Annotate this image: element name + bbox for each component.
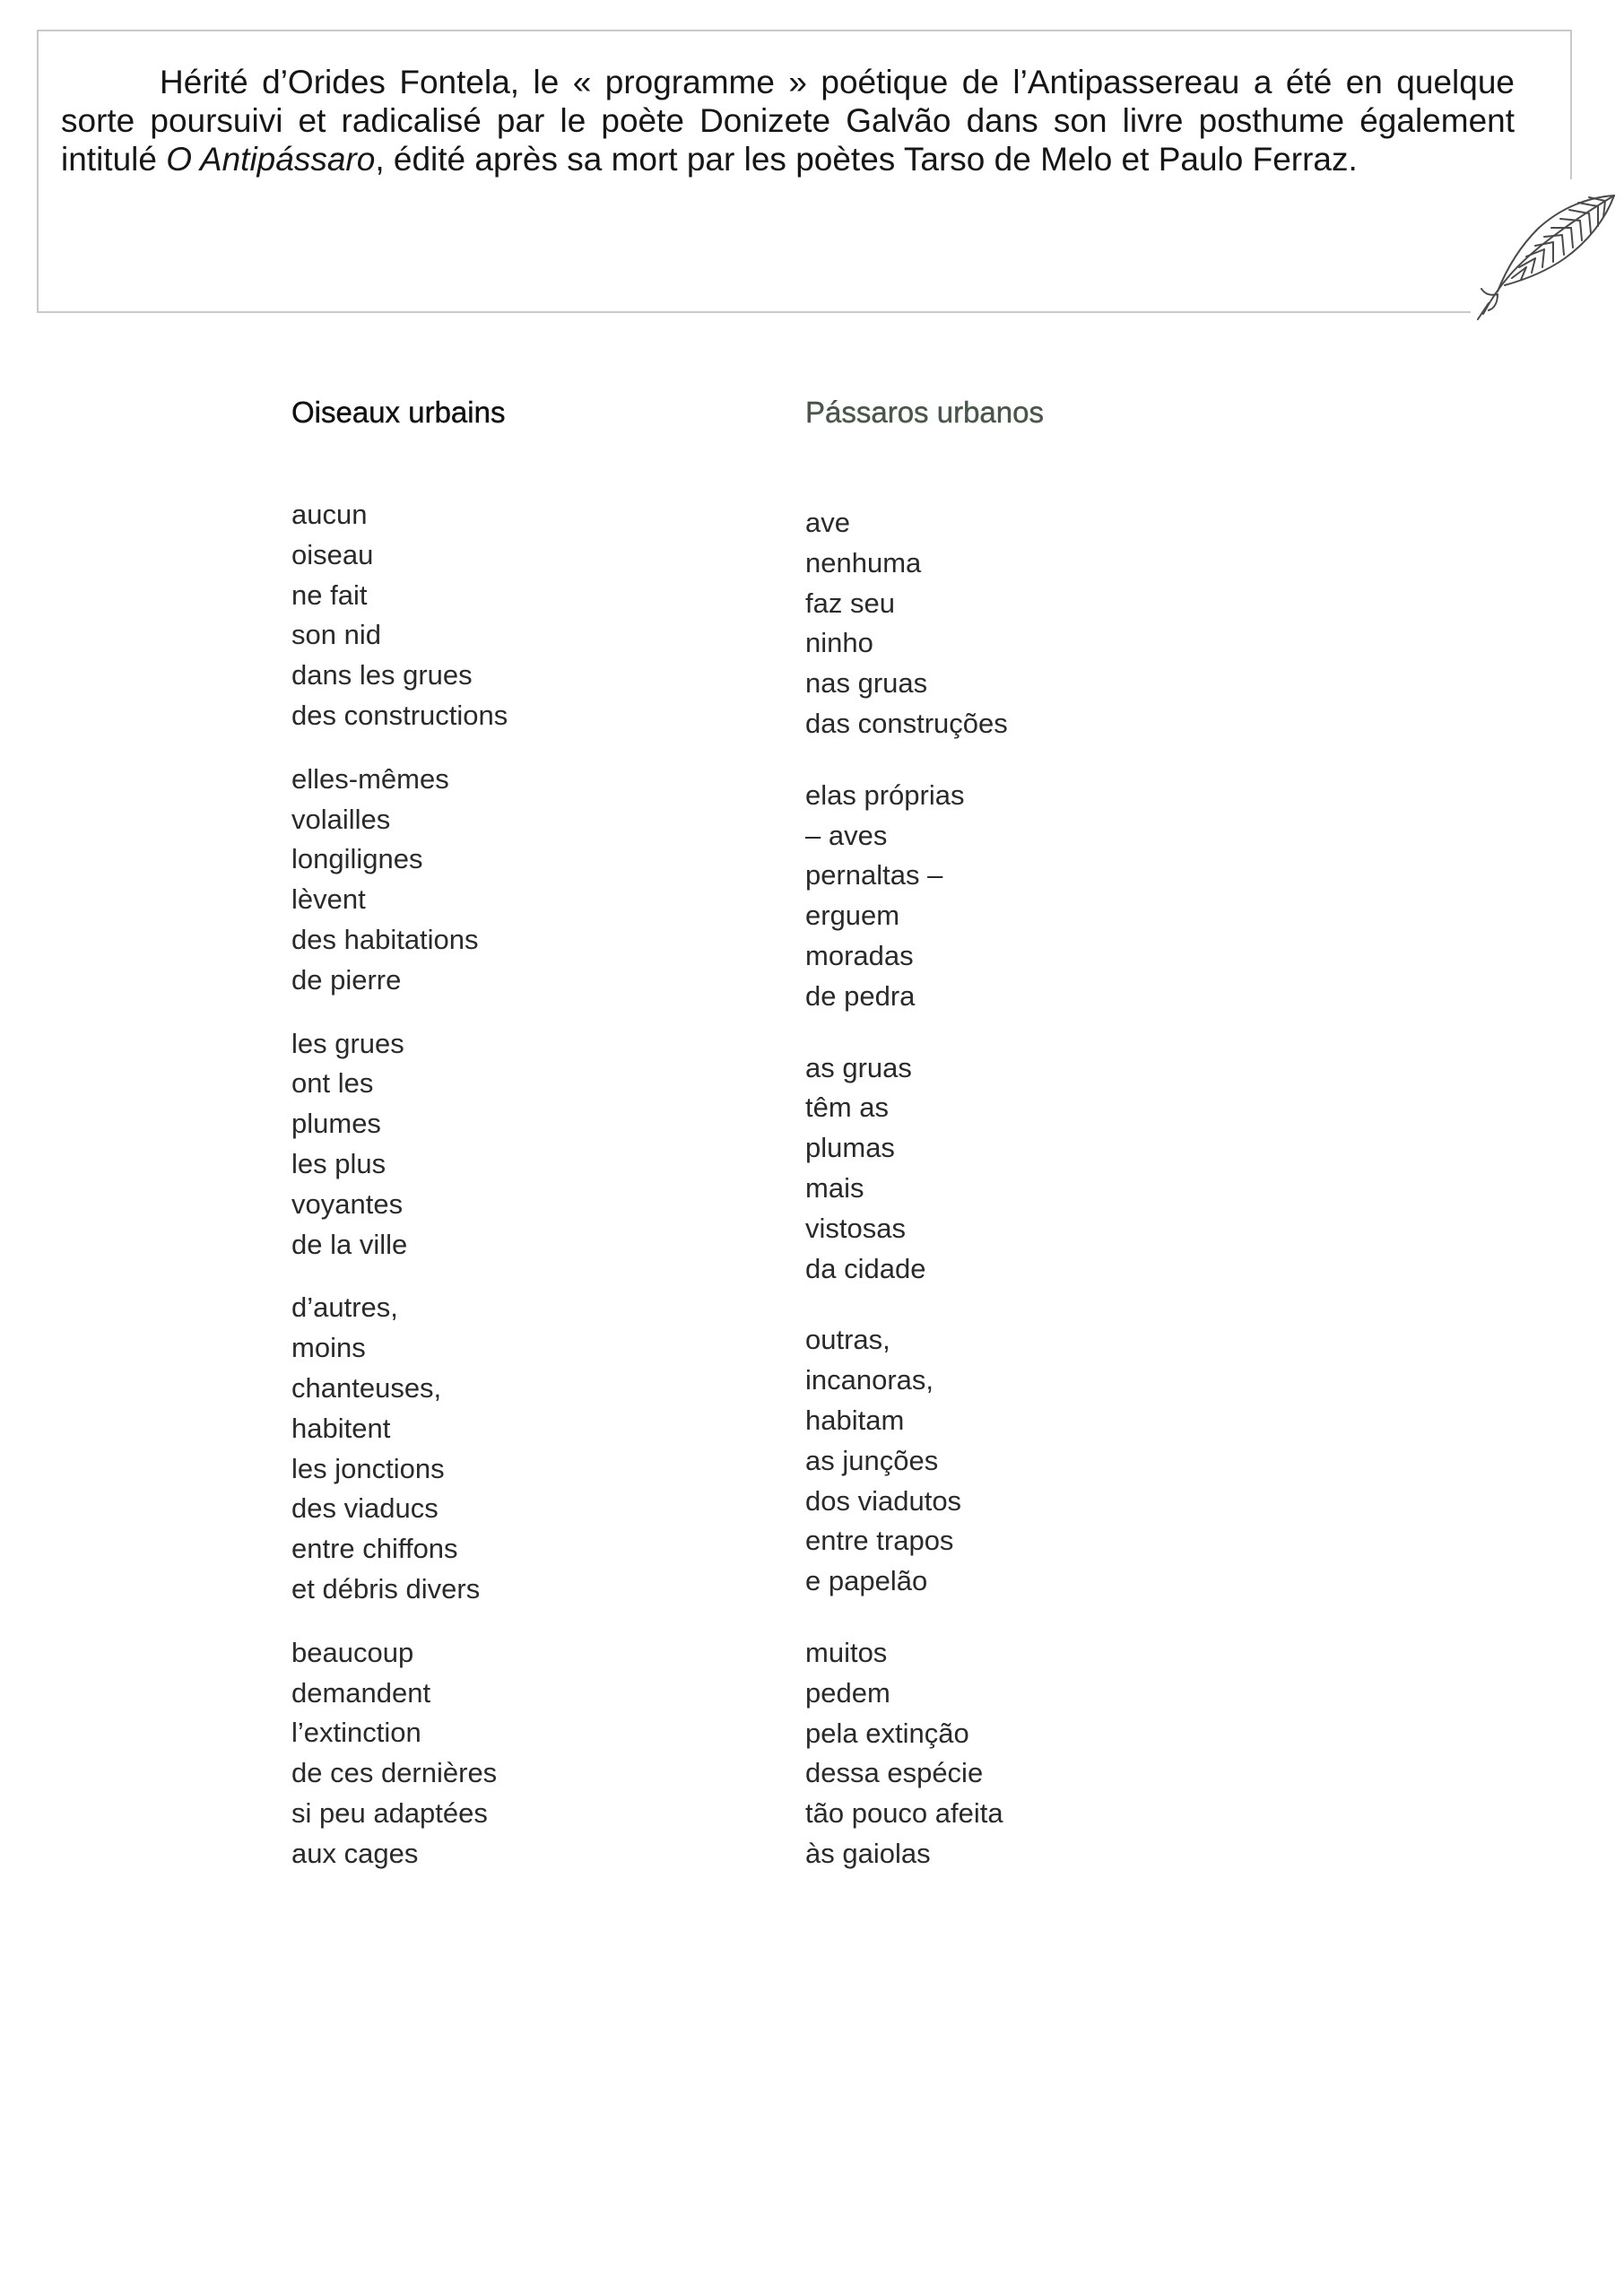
poem-line: elas próprias xyxy=(805,778,965,811)
poem-line: longilignes xyxy=(291,843,423,875)
poem-line: les jonctions xyxy=(291,1452,445,1484)
poem-line: – aves xyxy=(805,819,888,851)
poem-line: as gruas xyxy=(805,1051,912,1083)
poem-line: lèvent xyxy=(291,883,366,916)
poem-line: das construções xyxy=(805,707,1008,739)
poem-line: da cidade xyxy=(805,1252,926,1284)
poem-line: dessa espécie xyxy=(805,1757,984,1789)
intro-paragraph xyxy=(61,63,1515,178)
poem-line: entre trapos xyxy=(805,1525,954,1557)
poem-line: son nid xyxy=(291,619,381,651)
poem-line: plumas xyxy=(805,1132,895,1164)
poem-line: de la ville xyxy=(291,1228,408,1260)
poem-line: et débris divers xyxy=(291,1572,481,1605)
poem-portuguese-title: Pássaros urbanos xyxy=(805,396,1044,429)
intro-book-title: O Antipássaro xyxy=(166,141,376,178)
intro-text-after: , édité après sa mort par les poètes Tarso de Melo et Paulo Ferraz. xyxy=(375,141,1358,178)
poem-line: demandent xyxy=(291,1676,431,1709)
poem-line: si peu adaptées xyxy=(291,1796,488,1829)
poem-line: de pierre xyxy=(291,963,402,996)
poem-line: faz seu xyxy=(805,587,895,619)
poem-french-title: Oiseaux urbains xyxy=(291,396,506,429)
poem-line: erguem xyxy=(805,900,900,932)
stanza xyxy=(805,1320,1272,1602)
poem-line: vistosas xyxy=(805,1212,906,1244)
poem-line: dos viadutos xyxy=(805,1484,962,1517)
poem-line: mais xyxy=(805,1171,864,1204)
poem-line: pedem xyxy=(805,1676,890,1709)
intro-text-before: Hérité d’Orides Fontela, le « programme » poétique de l’Antipassereau a été en quelque sorte poursuivi et radicalisé par le poète Donizete Galvão dans son livre posthume également intitulé xyxy=(61,64,1515,178)
poem-line: d’autres, xyxy=(291,1292,398,1324)
poem-line: nas gruas xyxy=(805,667,928,700)
poem-line: outras, xyxy=(805,1324,890,1356)
poem-line: ninho xyxy=(805,627,873,659)
poem-line: pela extinção xyxy=(805,1717,969,1749)
poem-line: moradas xyxy=(805,939,914,971)
stanza xyxy=(291,495,758,736)
stanza xyxy=(805,776,1272,1017)
poem-line: beaucoup xyxy=(291,1636,414,1668)
poem-line: ont les xyxy=(291,1067,374,1100)
poem-line: as junções xyxy=(805,1444,939,1476)
poem-french-stanzas xyxy=(291,495,758,1898)
poem-line: des viaducs xyxy=(291,1492,439,1525)
poem-line: elles-mêmes xyxy=(291,762,449,795)
poem-line: moins xyxy=(291,1332,366,1364)
stanza xyxy=(291,760,758,1001)
poem-line: entre chiffons xyxy=(291,1533,458,1565)
poem-line: les plus xyxy=(291,1147,386,1179)
poem-line: de ces dernières xyxy=(291,1757,498,1789)
poem-line: tão pouco afeita xyxy=(805,1797,1003,1830)
poem-line: às gaiolas xyxy=(805,1837,931,1869)
poem-line: ne fait xyxy=(291,578,368,611)
poem-line: oiseau xyxy=(291,538,374,570)
stanza xyxy=(291,1024,758,1265)
poem-portuguese-stanzas xyxy=(805,503,1272,1906)
poem-line: volailles xyxy=(291,803,391,835)
poem-line: incanoras, xyxy=(805,1364,934,1396)
poem-line: voyantes xyxy=(291,1187,404,1220)
poem-line: chanteuses, xyxy=(291,1371,442,1404)
poem-line: dans les grues xyxy=(291,659,473,691)
poem-line: aucun xyxy=(291,499,368,530)
poem-french-column xyxy=(291,395,758,1869)
poem-line: muitos xyxy=(805,1636,888,1668)
stanza xyxy=(805,1048,1272,1290)
poem-portuguese-column xyxy=(805,395,1272,1869)
poem-line: nenhuma xyxy=(805,546,922,578)
poem-line: ave xyxy=(805,507,850,538)
poem-line: des constructions xyxy=(291,699,508,731)
poem-line: habitam xyxy=(805,1404,905,1436)
poem-line: habitent xyxy=(291,1412,391,1444)
poem-line: aux cages xyxy=(291,1837,419,1869)
poem-line: pernaltas – xyxy=(805,859,943,891)
poem-line: l’extinction xyxy=(291,1717,421,1749)
stanza xyxy=(805,1633,1272,1874)
poem-line: têm as xyxy=(805,1091,890,1124)
stanza xyxy=(805,503,1272,744)
poem-line: plumes xyxy=(291,1108,381,1140)
poem-line: de pedra xyxy=(805,979,916,1012)
feather-quill-icon xyxy=(1471,179,1619,323)
poem-line: les grues xyxy=(291,1027,404,1059)
stanza xyxy=(291,1288,758,1609)
poem-line: e papelão xyxy=(805,1565,928,1597)
poem-line: des habitations xyxy=(291,923,479,955)
stanza xyxy=(291,1633,758,1874)
